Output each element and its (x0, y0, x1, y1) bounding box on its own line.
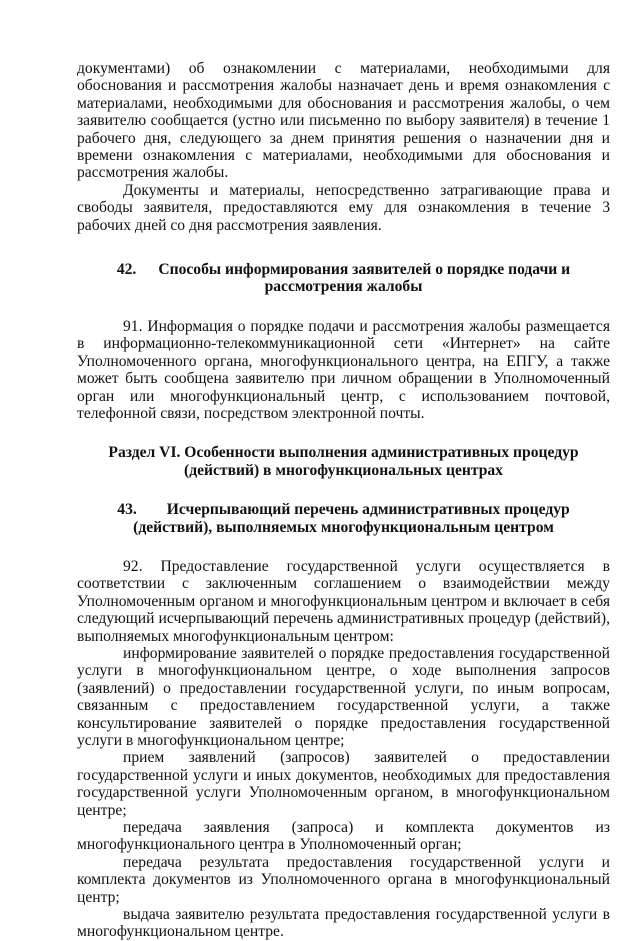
section-43-number: 43. (117, 501, 137, 519)
section-42-number: 42. (116, 261, 137, 279)
section-42-title: Способы информирования заявителей о порядке подачи и рассмотрения жалобы (158, 261, 571, 296)
section-42-heading (77, 261, 610, 296)
section-vi-heading: Раздел VI. Особенности выполнения административных процедур (действий) в многофункциональных центрах (108, 444, 579, 479)
paragraph-documents-materials: Документы и материалы, непосредственно затрагивающие права и свободы заявителя, предоставляются ему для ознакомления в течение 3 рабочих дней со дня рассмотрения заявления. (77, 181, 610, 234)
section-43-heading (77, 501, 610, 536)
list-item: информирование заявителей о порядке предоставления государственной услуги в многофункциональном центре, о ходе выполнения запросов (заявлений) о предоставлении государственной услуги, по иным вопросам, связанным с предоставлением государственной услуги, а также консультирование заявителей о порядке предоставления государственной услуги в многофункциональном центре; (77, 644, 610, 749)
list-item: передача заявления (запроса) и комплекта документов из многофункционального центра в Уполномоченный орган; (77, 819, 610, 854)
paragraph-91: 91. Информация о порядке подачи и рассмотрения жалобы размещается в информационно-телекоммуникационной сети «Интернет» на сайте Уполномоченного органа, многофункционального центра, на ЕПГУ, а также может быть сообщена заявителю при личном обращении в Уполномоченный орган или многофункциональный центр, с использованием почтовой, телефонной связи, посредством электронной почты. (77, 317, 610, 422)
list-item: передача результата предоставления государственной услуги и комплекта документов из Уполномоченного органа в многофункциональный центр; (77, 853, 610, 906)
paragraph-92: 92. Предоставление государственной услуги осуществляется в соответствии с заключенным соглашением о взаимодействии между Уполномоченным органом и многофункциональным центром и включает в себя следующий исчерпывающий перечень административных процедур (действий), выполняемых многофункциональным центром: (77, 557, 610, 645)
section-43-title: Исчерпывающий перечень административных процедур (действий), выполняемых многофункциональным центром (133, 501, 570, 536)
list-item: выдача заявителю результата предоставления государственной услуги в многофункциональном центре. (77, 906, 610, 941)
paragraph-continuation: документами) об ознакомлении с материалами, необходимыми для обоснования и рассмотрения жалобы назначает день и время ознакомления с материалами, необходимыми для обоснования и рассмотрения жалобы, о чем заявителю сообщается (устно или письменно по выбору заявителя) в течение 1 рабочего дня, следующего за днем принятия решения о назначении дня и времени ознакомления с материалами, необходимыми для обоснования и рассмотрения жалобы. (77, 60, 610, 182)
list-item: прием заявлений (запросов) заявителей о предоставлении государственной услуги и иных документов, необходимых для предоставления государственной услуги Уполномоченным органом, в многофункциональном центре; (77, 749, 610, 819)
